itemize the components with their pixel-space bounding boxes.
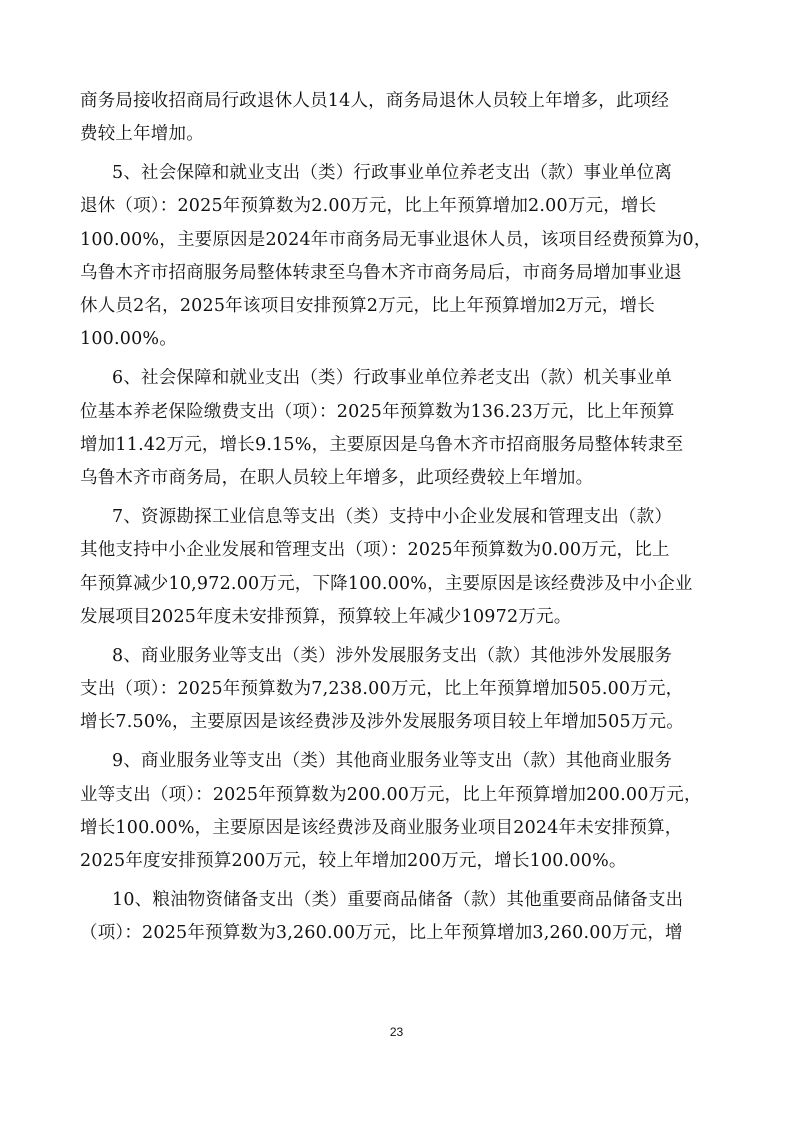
- paragraph-4-line-0: 8、商业服务业等支出（类）涉外发展服务支出（款）其他涉外发展服务: [112, 646, 673, 666]
- paragraph-3-line-2: 年预算减少10,972.00万元，下降100.00%，主要原因是该经费涉及中小企业: [80, 574, 693, 594]
- paragraph-4-line-1: 支出（项）：2025年预算数为7,238.00万元，比上年预算增加505.00万元，: [80, 679, 684, 699]
- paragraph-6-line-0: 10、粮油物资储备支出（类）重要商品储备（款）其他重要商品储备支出: [112, 890, 684, 910]
- paragraph-5-line-2: 增长100.00%，主要原因是该经费涉及商业服务业项目2024年未安排预算，: [80, 818, 683, 838]
- paragraph-2-line-3: 乌鲁木齐市商务局，在职人员较上年增多，此项经费较上年增加。: [80, 468, 594, 488]
- paragraph-2-line-1: 位基本养老保险缴费支出（项）：2025年预算数为136.23万元，比上年预算: [80, 402, 675, 422]
- paragraph-5-line-0: 9、商业服务业等支出（类）其他商业服务业等支出（款）其他商业服务: [112, 751, 673, 771]
- paragraph-1-line-4: 休人员2名，2025年该项目安排预算2万元，比上年预算增加2万元，增长: [80, 296, 655, 316]
- paragraph-1-line-0: 5、社会保障和就业支出（类）行政事业单位养老支出（款）事业单位离: [112, 163, 673, 183]
- paragraph-0-line-1: 费较上年增加。: [80, 124, 204, 144]
- paragraph-1-line-2: 100.00%，主要原因是2024年市商务局无事业退休人员，该项目经费预算为0，: [80, 230, 712, 250]
- paragraph-5-line-3: 2025年度安排预算200万元，较上年增加200万元，增长100.00%。: [80, 851, 627, 871]
- paragraph-1-line-3: 乌鲁木齐市招商服务局整体转隶至乌鲁木齐市商务局后，市商务局增加事业退: [80, 263, 682, 283]
- paragraph-1-line-1: 退休（项）：2025年预算数为2.00万元，比上年预算增加2.00万元，增长: [80, 196, 657, 216]
- paragraph-3-line-0: 7、资源勘探工业信息等支出（类）支持中小企业发展和管理支出（款）: [112, 507, 673, 527]
- page-number: 23: [389, 1025, 404, 1039]
- paragraph-3-line-3: 发展项目2025年度未安排预算，预算较上年减少10972万元。: [80, 607, 572, 627]
- paragraph-0-line-0: 商务局接收招商局行政退休人员14人，商务局退休人员较上年增多，此项经: [80, 91, 670, 111]
- paragraph-2-line-2: 增加11.42万元，增长9.15%，主要原因是乌鲁木齐市招商服务局整体转隶至: [80, 435, 684, 455]
- paragraph-4-line-2: 增长7.50%，主要原因是该经费涉及涉外发展服务项目较上年增加505万元。: [80, 712, 684, 732]
- paragraph-2-line-0: 6、社会保障和就业支出（类）行政事业单位养老支出（款）机关事业单: [112, 368, 673, 388]
- paragraph-3-line-1: 其他支持中小企业发展和管理支出（项）：2025年预算数为0.00万元，比上: [80, 540, 670, 560]
- paragraph-1-line-5: 100.00%。: [80, 329, 177, 349]
- paragraph-6-line-1: （项）：2025年预算数为3,260.00万元，比上年预算增加3,260.00万元，增: [80, 923, 683, 943]
- paragraph-5-line-1: 业等支出（项）：2025年预算数为200.00万元，比上年预算增加200.00万元，: [80, 785, 702, 805]
